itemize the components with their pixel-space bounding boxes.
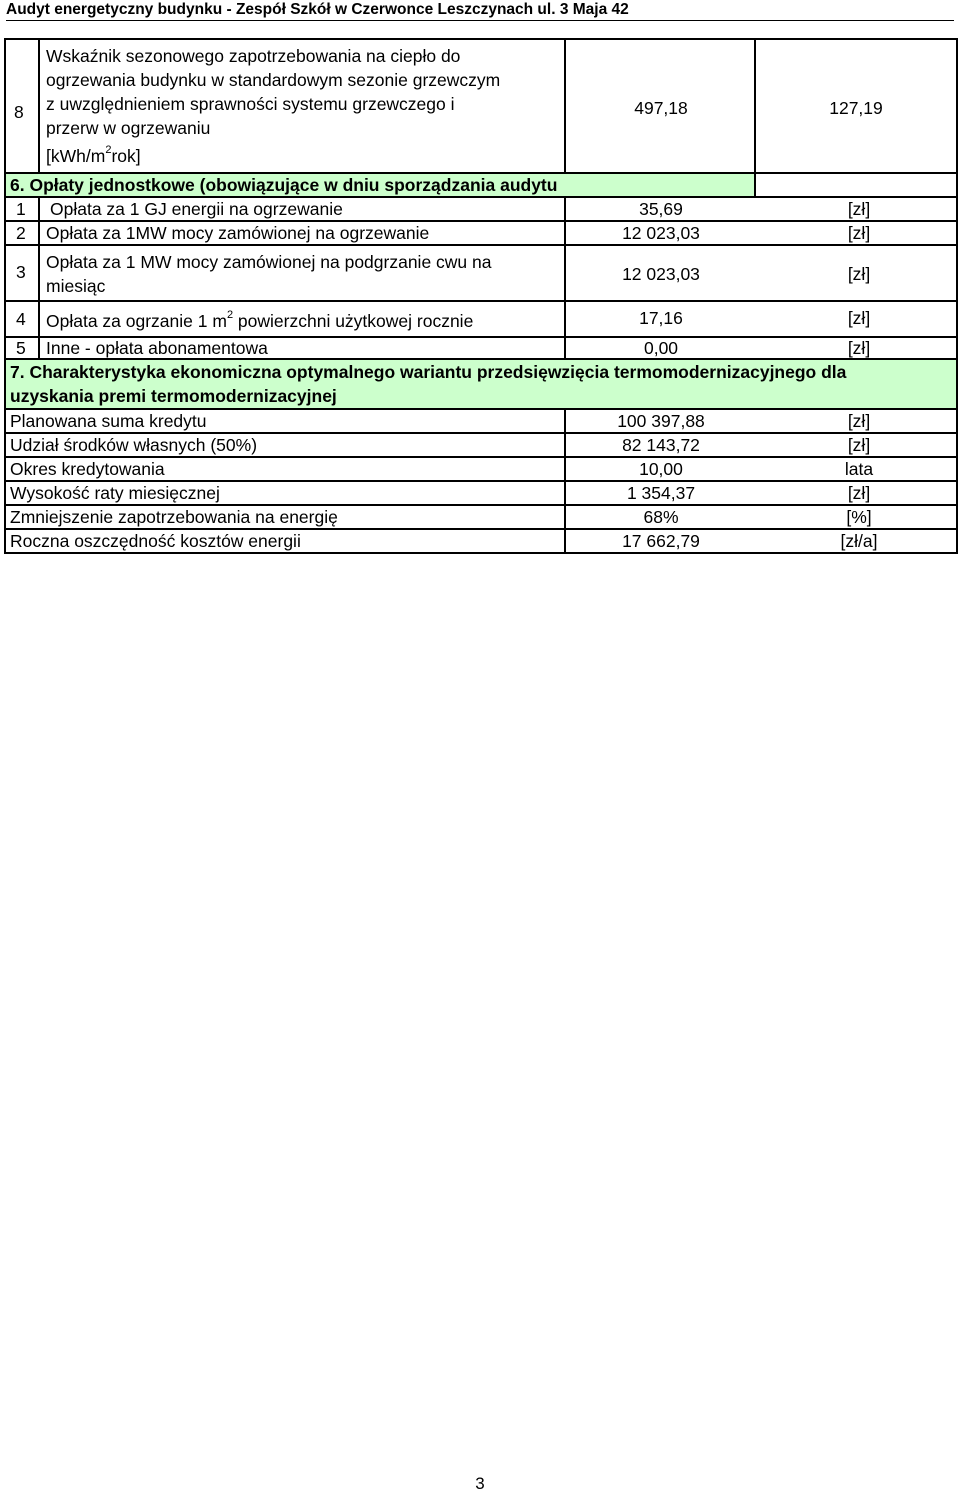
document-title: Audyt energetyczny budynku - Zespół Szkół w Czerwonce Leszczynach ul. 3 Maja 42: [6, 1, 629, 18]
section6-title: 6. Opłaty jednostkowe (obowiązujące w dniu sporządzania audytu: [10, 175, 558, 195]
s6-row3-unit-cell: [754, 244, 958, 300]
s6-row3-num-cell: [4, 244, 40, 300]
s6-row4-unit-cell: [754, 300, 958, 336]
row8-value1-cell: [564, 38, 756, 172]
s6-row1-unit: [zł]: [847, 199, 871, 219]
s7-row6-unit-cell: [754, 528, 958, 554]
s6-row3-label-line-2: miesiąc: [46, 276, 106, 296]
row8-unit: [46, 144, 141, 168]
s6-row1-label: Opłata za 1 GJ energii na ogrzewanie: [50, 199, 343, 219]
section7-title-line-2: uzyskania premi termomodernizacyjnej: [10, 386, 337, 406]
s6-row5-label: Inne - opłata abonamentowa: [46, 338, 268, 358]
s6-row5-unit: [zł]: [847, 338, 871, 358]
row8-desc-line-4: przerw w ogrzewaniu: [46, 118, 211, 138]
s6-row5-num-cell: [4, 336, 40, 358]
s6-row1-value: 35,69: [639, 199, 683, 219]
document-header: [6, 0, 954, 21]
s7-row5-label-cell: [4, 504, 566, 528]
s6-row4-value: 17,16: [639, 308, 683, 328]
s7-row2-unit: [zł]: [847, 435, 871, 455]
row8-value2-cell: [754, 38, 958, 172]
s7-row4-unit-cell: [754, 480, 958, 504]
section7-title-line-1: 7. Charakterystyka ekonomiczna optymalnego wariantu przedsięwzięcia termomodernizacyjnego dla: [10, 362, 847, 382]
s6-row4-value-cell: [564, 300, 756, 336]
s7-row3-unit: lata: [844, 459, 874, 479]
s6-row3-label-cell: [38, 244, 566, 300]
s7-row4-value: 1 354,37: [626, 483, 696, 503]
s6-row4-label-suffix: powierzchni użytkowej rocznie: [233, 311, 474, 331]
s6-row4-label: [46, 309, 473, 333]
s7-row2-value-cell: [564, 432, 756, 456]
s6-row4-num: 4: [16, 309, 26, 329]
s6-row1-value-cell: [564, 196, 756, 220]
s7-row6-label-cell: [4, 528, 566, 554]
s7-row3-label-cell: [4, 456, 566, 480]
s6-row5-value-cell: [564, 336, 756, 358]
page-number: 3: [475, 1474, 485, 1493]
s7-row1-unit: [zł]: [847, 411, 871, 431]
row8-desc-line-2: ogrzewania budynku w standardowym sezonie grzewczym: [46, 70, 501, 90]
row8-number-cell: [4, 38, 40, 172]
s6-row1-num: 1: [16, 199, 26, 219]
s7-row5-value: 68%: [643, 507, 679, 527]
s7-row1-unit-cell: [754, 408, 958, 432]
s7-row4-label-cell: [4, 480, 566, 504]
s6-row3-value: 12 023,03: [622, 264, 700, 284]
row8-desc-cell: [38, 38, 566, 172]
row8-unit-prefix: [kWh/m: [46, 146, 106, 166]
s6-row3-unit: [zł]: [847, 264, 871, 284]
s7-row3-label: Okres kredytowania: [10, 459, 165, 479]
s6-row5-num: 5: [16, 338, 26, 358]
row8-unit-superscript: 2: [105, 144, 112, 157]
s7-row5-label: Zmniejszenie zapotrzebowania na energię: [10, 507, 338, 527]
s7-row2-value: 82 143,72: [622, 435, 700, 455]
s7-row6-value: 17 662,79: [622, 531, 700, 551]
s7-row6-value-cell: [564, 528, 756, 554]
s6-row4-label-cell: [38, 300, 566, 336]
s6-row4-label-prefix: Opłata za ogrzanie 1 m: [46, 311, 227, 331]
s6-row3-value-cell: [564, 244, 756, 300]
s6-row2-label: Opłata za 1MW mocy zamówionej na ogrzewanie: [46, 223, 430, 243]
row8-value1: 497,18: [634, 98, 688, 118]
s7-row1-value-cell: [564, 408, 756, 432]
s7-row5-value-cell: [564, 504, 756, 528]
s7-row1-label-cell: [4, 408, 566, 432]
s7-row4-label: Wysokość raty miesięcznej: [10, 483, 220, 503]
s7-row5-unit: [%]: [846, 507, 872, 527]
s6-row5-unit-cell: [754, 336, 958, 358]
s6-row4-num-cell: [4, 300, 40, 336]
s7-row2-unit-cell: [754, 432, 958, 456]
s7-row4-unit: [zł]: [847, 483, 871, 503]
s6-row5-value: 0,00: [643, 338, 679, 358]
section6-title-cell: [4, 172, 756, 196]
s7-row5-unit-cell: [754, 504, 958, 528]
s6-row5-label-cell: [38, 336, 566, 358]
s7-row6-unit: [zł/a]: [840, 531, 878, 551]
s7-row4-value-cell: [564, 480, 756, 504]
s7-row3-value-cell: [564, 456, 756, 480]
s6-row2-num-cell: [4, 220, 40, 244]
s6-row2-num: 2: [16, 223, 26, 243]
row8-desc-line-1: Wskaźnik sezonowego zapotrzebowania na ciepło do: [46, 46, 461, 66]
s6-row2-unit: [zł]: [847, 223, 871, 243]
row8-number: 8: [14, 102, 24, 122]
s6-row1-unit-cell: [754, 196, 958, 220]
s7-row2-label: Udział środków własnych (50%): [10, 435, 258, 455]
section6-title-empty-cell: [754, 172, 958, 196]
s6-row1-label-cell: [38, 196, 566, 220]
s7-row1-value: 100 397,88: [617, 411, 705, 431]
row8-unit-suffix: rok]: [111, 146, 141, 166]
s6-row2-value: 12 023,03: [622, 223, 700, 243]
s6-row2-unit-cell: [754, 220, 958, 244]
s7-row1-label: Planowana suma kredytu: [10, 411, 207, 431]
s6-row3-label-line-1: Opłata za 1 MW mocy zamówionej na podgrzanie cwu na: [46, 252, 492, 272]
row8-desc-line-3: z uwzględnieniem sprawności systemu grzewczego i: [46, 94, 455, 114]
s6-row1-num-cell: [4, 196, 40, 220]
row8-value2: 127,19: [829, 98, 883, 118]
section7-title-cell: [4, 358, 958, 408]
s6-row2-label-cell: [38, 220, 566, 244]
s7-row2-label-cell: [4, 432, 566, 456]
s7-row6-label: Roczna oszczędność kosztów energii: [10, 531, 301, 551]
s6-row2-value-cell: [564, 220, 756, 244]
s7-row3-value: 10,00: [639, 459, 683, 479]
s6-row4-unit: [zł]: [847, 308, 871, 328]
s6-row4-label-superscript: 2: [226, 309, 234, 322]
s6-row3-num: 3: [16, 262, 26, 282]
s7-row3-unit-cell: [754, 456, 958, 480]
